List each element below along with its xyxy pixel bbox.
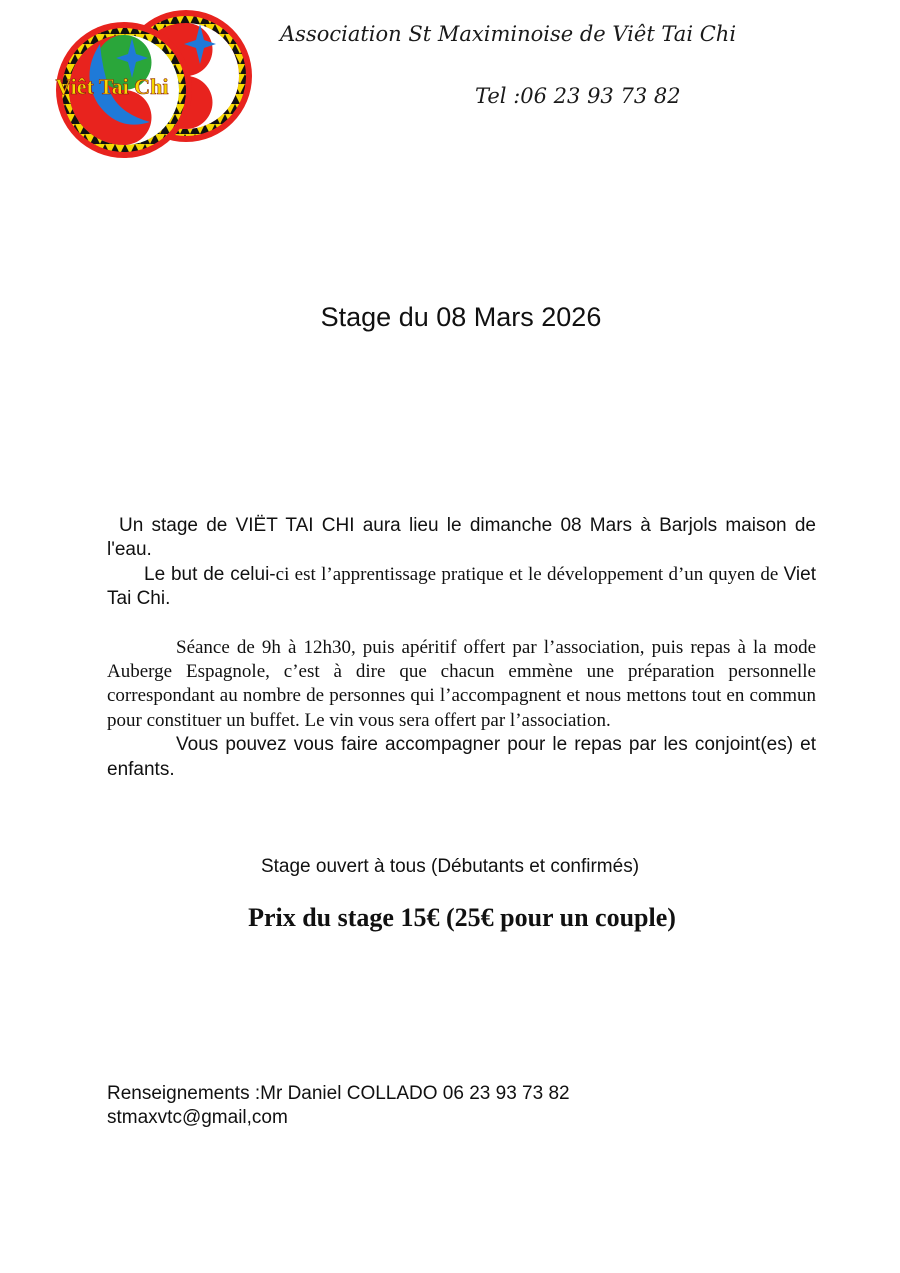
contact-email: stmaxvtc@gmail,com	[107, 1107, 288, 1128]
purpose-text-a: Le but de celui-	[144, 563, 276, 585]
open-to-all-text: Stage ouvert à tous (Débutants et confirmés)	[260, 856, 640, 877]
purpose-text-d: .	[165, 588, 171, 610]
association-phone: Tel :06 23 93 73 82	[475, 84, 681, 108]
contact-block	[107, 1082, 570, 1130]
viet-tai-chi-logo	[40, 4, 255, 160]
purpose-text-c: Viet Tai Chi	[107, 563, 816, 610]
paragraph-purpose	[107, 563, 816, 612]
contact-info: Renseignements :Mr Daniel COLLADO 06 23 93 73 82	[107, 1083, 570, 1104]
page-title: Stage du 08 Mars 2026	[320, 302, 602, 332]
schedule-text: Séance de 9h à 12h30, puis apéritif offert par l’association, puis repas à la mode Auberge Espagnole, c’est à dire que chacun emmène une préparation personnelle correspondant au nombre de personnes qui l’accompagnent et nous mettons tout en commun pour constituer un buffet. Le vin vous sera offert par l’association.	[107, 636, 816, 731]
paragraph-announcement	[107, 514, 816, 563]
announcement-text: Un stage de VIËT TAI CHI aura lieu le dimanche 08 Mars à Barjols maison de l'eau.	[107, 515, 816, 561]
companions-text: Vous pouvez vous faire accompagner pour le repas par les conjoint(es) et enfants.	[107, 734, 816, 780]
association-name: Association St Maximinoise de Viêt Tai Chi	[280, 22, 737, 46]
paragraph-schedule	[107, 636, 816, 734]
paragraph-gap	[107, 612, 816, 636]
body-text	[107, 514, 816, 782]
logo-text: Viêt Tai Chi	[55, 74, 169, 99]
paragraph-companions	[107, 733, 816, 782]
purpose-text-b: ci est l’apprentissage pratique et le développement d’un quyen de	[275, 563, 784, 585]
price-text: Prix du stage 15€ (25€ pour un couple)	[248, 903, 676, 932]
